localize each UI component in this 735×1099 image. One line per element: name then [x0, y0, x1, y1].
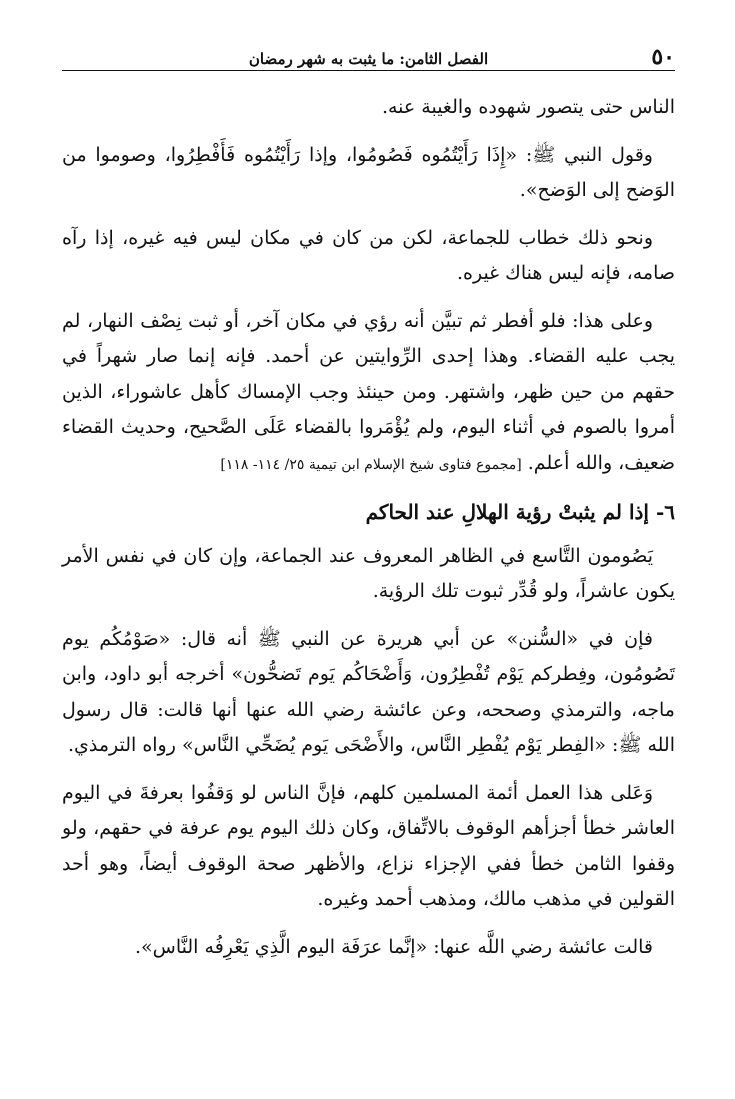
- paragraph: وَعَلى هذا العمل أئمة المسلمين كلهم، فإنَّ الناس لو وَقفُوا بعرفةَ في اليوم العاشر خطأ أجزأهم الوقوف بالاتِّفاق، وكان ذلك اليوم يوم عرفة في حقهم، ولو وقفوا الثامن خطأ ففي الإجزاء نزاع، والأظهر صحة الوقوف أيضاً، وهو أحد القولين في مذهب مالك، ومذهب أحمد وغيره.: [62, 781, 675, 910]
- paragraph: الناس حتى يتصور شهوده والغيبة عنه.: [381, 96, 675, 118]
- paragraph: [62, 304, 675, 484]
- paragraph: ونحو ذلك خطاب للجماعة، لكن من كان في مكان ليس فيه غيره، إذا رآه صامه، فإنه ليس هناك غيره.: [62, 226, 675, 284]
- page-header: [62, 40, 675, 71]
- citation: [مجموع فتاوى شيخ الإسلام ابن تيمية ٢٥/ ١١٤- ١١٨]: [220, 456, 522, 473]
- page-body: [62, 90, 675, 977]
- paragraph: وقول النبي ﷺ: «إِذَا رَأَيْتُمُوه فَصُومُوا، وإذا رَأَيْتُمُوه فَأَفْطِرُوا، وصوموا من الوَضح إلى الوَضح».: [62, 143, 675, 201]
- page-number: ٥٠: [651, 44, 675, 70]
- paragraph: يَصُومون التَّاسع في الظاهر المعروف عند الجماعة، وإن كان في نفس الأمر يكون عاشراً، ولو قُدِّر ثبوت تلك الرؤية.: [62, 544, 675, 602]
- running-title: الفصل الثامن: ما يثبت به شهر رمضان: [248, 50, 489, 68]
- paragraph-text: وعلى هذا: فلو أفطر ثم تبيَّن أنه رؤي في مكان آخر، أو ثبت نِصْف النهار، لم يجب عليه القضاء. وهذا إحدى الرِّوايتين عن أحمد. فإنه إنما صار شهراً في حقهم من حين ظهر، واشتهر. ومن حينئذ وجب الإمساك كأهل عاشوراء، الذين أمروا بالصوم في أثناء اليوم، ولم يُؤْمَروا بالقضاء عَلَى الصَّحيح، وحديث القضاء ضعيف، والله أعلم.: [62, 309, 675, 474]
- section-heading: ٦- إذا لم يثبتْ رؤية الهلالِ عند الحاكم: [365, 500, 675, 524]
- paragraph: قالت عائشة رضي اللَّه عنها: «إنَّما عرَفَة اليوم الَّذِي يَعْرِفُه النَّاس».: [135, 935, 653, 958]
- paragraph: فإن في «السُّنن» عن أبي هريرة عن النبي ﷺ أنه قال: «صَوْمُكُم يوم تَصُومُون، وفِطركم يَوْم تُفْطِرُون، وَأَضْحَاكُم يَوم تَضحُّون» أخرجه أبو داود، وابن ماجه، والترمذي وصححه، وعن عائشة رضي الله عنها أنها قالت: قال رسول الله ﷺ: «الفِطر يَوْم يُفْطِر النَّاس، والأَضْحَى يَوم يُضَحِّي النَّاس» رواه الترمذي.: [62, 627, 675, 756]
